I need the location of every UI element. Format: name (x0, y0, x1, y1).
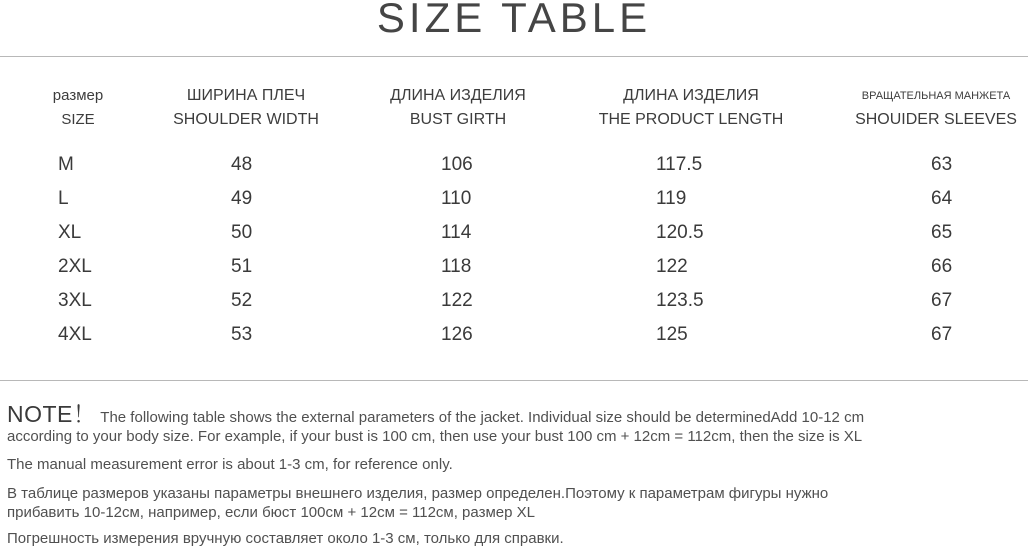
table-row (0, 222, 1028, 256)
header-size-ru: размер (52, 87, 104, 104)
header-shoulder-sleeves (838, 84, 1028, 132)
shoulder-sleeves-cell: 65 (931, 222, 953, 243)
shoulder-width-cell: 53 (231, 324, 253, 345)
size-cell: 2XL (58, 256, 92, 277)
bottom-divider (0, 380, 1028, 381)
size-cell: M (58, 154, 74, 175)
top-divider (0, 56, 1028, 57)
size-cell: 4XL (58, 324, 92, 345)
header-bust-girth-en: BUST GIRTH (409, 111, 507, 128)
product-length-cell: 119 (656, 188, 687, 209)
header-bust-girth (370, 84, 546, 132)
note-line-6: Погрешность измерения вручную составляет около 1-3 см, только для справки. (7, 530, 564, 547)
shoulder-sleeves-cell: 63 (931, 154, 953, 175)
bust-girth-cell: 118 (441, 256, 472, 277)
bust-girth-cell: 122 (441, 290, 473, 311)
product-length-cell: 117.5 (656, 154, 703, 175)
shoulder-width-cell: 52 (231, 290, 253, 311)
header-shoulder-width-ru: ШИРИНА ПЛЕЧ (186, 87, 306, 104)
header-product-length (596, 84, 786, 132)
product-length-cell: 122 (656, 256, 688, 277)
bust-girth-cell: 114 (441, 222, 472, 243)
header-bust-girth-ru: ДЛИНА ИЗДЕЛИЯ (390, 87, 526, 104)
header-product-length-ru: ДЛИНА ИЗДЕЛИЯ (623, 87, 759, 104)
header-shoulder-sleeves-en: SHOUIDER SLEEVES (855, 111, 1017, 128)
note-line-5: прибавить 10-12см, например, если бюст 100см + 12см = 112см, размер XL (7, 504, 535, 521)
product-length-cell: 120.5 (656, 222, 704, 243)
header-product-length-en: THE PRODUCT LENGTH (598, 111, 784, 128)
shoulder-width-cell: 51 (231, 256, 253, 277)
header-shoulder-width-en: SHOULDER WIDTH (173, 111, 319, 128)
bust-girth-cell: 110 (441, 188, 472, 209)
table-row (0, 290, 1028, 324)
size-cell: L (58, 188, 69, 209)
header-size (38, 84, 118, 132)
note-text-1: The following table shows the external parameters of the jacket. Individual size should be determinedAdd 10-12 cm (100, 409, 865, 426)
product-length-cell: 123.5 (656, 290, 704, 311)
shoulder-width-cell: 48 (231, 154, 253, 175)
bust-girth-cell: 106 (441, 154, 473, 175)
table-row (0, 256, 1028, 290)
size-cell: XL (58, 222, 82, 243)
shoulder-sleeves-cell: 67 (931, 290, 953, 311)
table-row (0, 188, 1028, 222)
product-length-cell: 125 (656, 324, 688, 345)
page-title: SIZE TABLE (376, 0, 652, 41)
shoulder-sleeves-cell: 64 (931, 188, 953, 209)
shoulder-width-cell: 50 (231, 222, 253, 243)
table-row (0, 324, 1028, 358)
table-row (0, 154, 1028, 188)
size-cell: 3XL (58, 290, 92, 311)
note-line-1 (7, 396, 864, 429)
shoulder-sleeves-cell: 67 (931, 324, 953, 345)
bust-girth-cell: 126 (441, 324, 473, 345)
note-line-2: according to your body size. For example, if your bust is 100 cm, then use your bust 100 cm + 12cm = 112cm, then the size is XL (7, 428, 863, 445)
header-shoulder-width (158, 84, 334, 132)
note-label: NOTE！ (7, 401, 97, 427)
header-shoulder-sleeves-ru: ВРАЩАТЕЛЬНАЯ МАНЖЕТА (861, 90, 1011, 102)
shoulder-width-cell: 49 (231, 188, 253, 209)
header-size-en: SIZE (61, 111, 95, 128)
shoulder-sleeves-cell: 66 (931, 256, 953, 277)
note-line-4: В таблице размеров указаны параметры внешнего изделия, размер определен.Поэтому к параметрам фигуры нужно (7, 485, 829, 502)
note-line-3: The manual measurement error is about 1-3 cm, for reference only. (7, 456, 453, 473)
